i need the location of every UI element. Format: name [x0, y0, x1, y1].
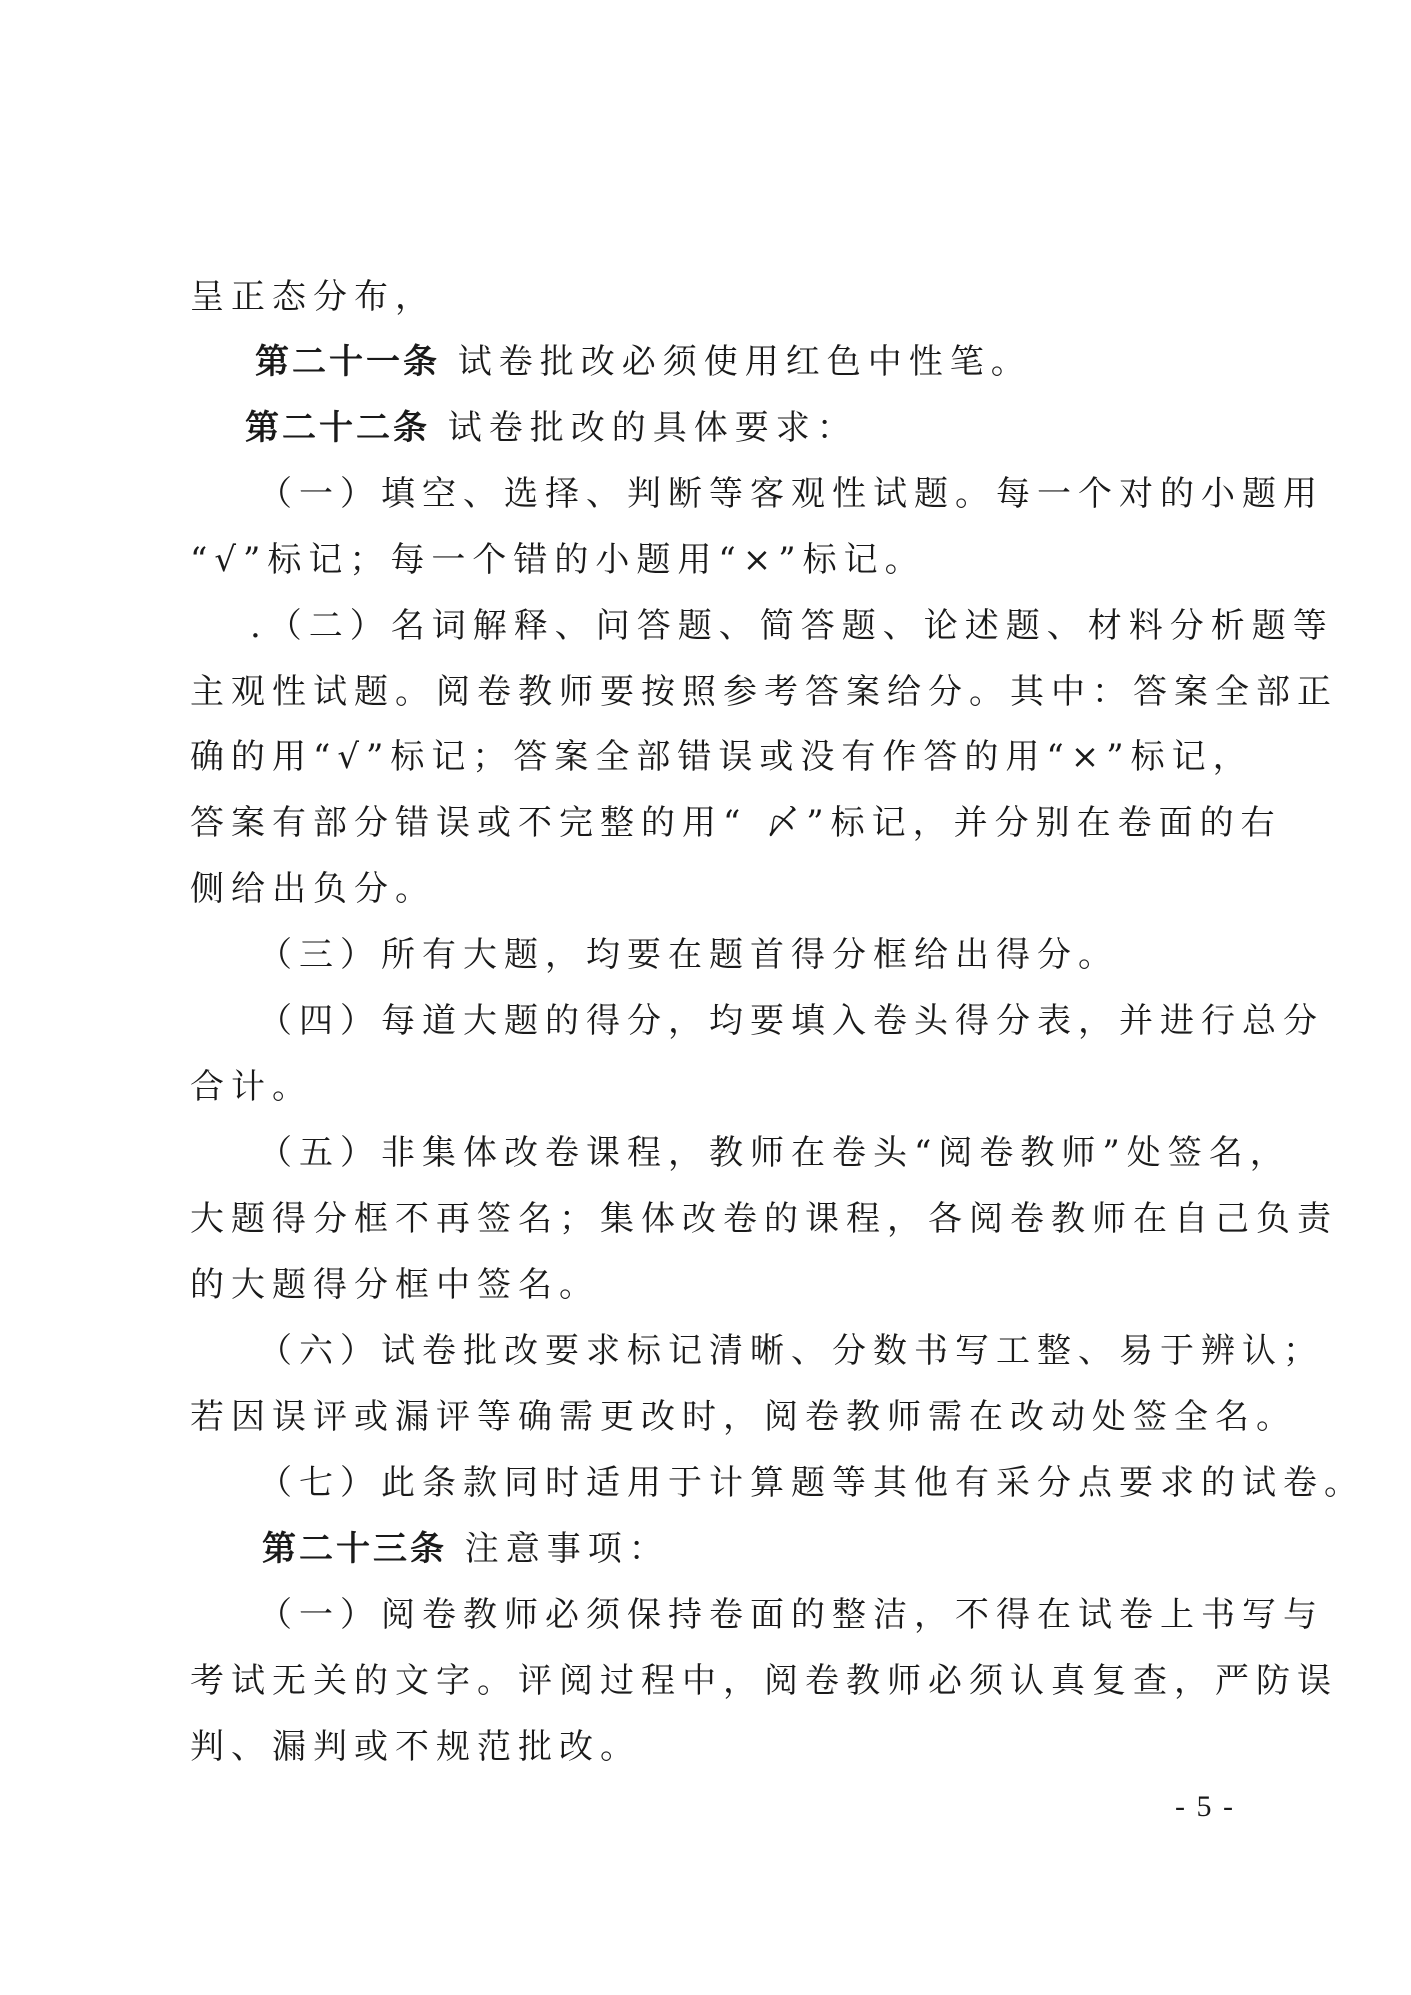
text-line [190, 262, 436, 332]
line-text: 判、漏判或不规范批改。 [190, 1727, 641, 1767]
text-line [190, 1712, 641, 1782]
text-line [190, 722, 1254, 792]
article-heading: 第二十三条 [262, 1529, 447, 1569]
text-line [190, 1184, 1338, 1254]
line-text: 考试无关的文字。评阅过程中，阅卷教师必须认真复查，严防误 [190, 1661, 1338, 1701]
line-text: .（二）名词解释、问答题、简答题、论述题、材料分析题等 [250, 606, 1334, 646]
text-line [250, 591, 1334, 661]
text-line [258, 986, 1324, 1056]
text-line [258, 1448, 1365, 1518]
line-text: （四）每道大题的得分，均要填入卷头得分表，并进行总分 [258, 1001, 1324, 1041]
line-text: （一）阅卷教师必须保持卷面的整洁，不得在试卷上书写与 [258, 1595, 1324, 1635]
line-text: 注意事项： [447, 1529, 670, 1569]
line-text: 呈正态分布， [190, 277, 436, 317]
text-line [258, 1580, 1324, 1650]
text-line [190, 1646, 1338, 1716]
line-text: （七）此条款同时适用于计算题等其他有采分点要求的试卷。 [258, 1463, 1365, 1503]
text-line [190, 1052, 313, 1122]
line-text: （一）填空、选择、判断等客观性试题。每一个对的小题用 [258, 474, 1324, 514]
line-text: （三）所有大题，均要在题首得分框给出得分。 [258, 935, 1119, 975]
text-line [258, 1118, 1291, 1188]
text-line [190, 854, 436, 924]
article-heading: 第二十一条 [255, 342, 440, 382]
line-text: 答案有部分错误或不完整的用“ 〆”标记，并分别在卷面的右 [190, 803, 1282, 843]
line-text: （五）非集体改卷课程，教师在卷头“阅卷教师”处签名， [258, 1133, 1291, 1173]
line-text: 主观性试题。阅卷教师要按照参考答案给分。其中：答案全部正 [190, 672, 1338, 712]
line-text: 大题得分框不再签名；集体改卷的课程，各阅卷教师在自己负责 [190, 1199, 1338, 1239]
line-text: “√”标记；每一个错的小题用“×”标记。 [190, 540, 926, 580]
line-text: 若因误评或漏评等确需更改时，阅卷教师需在改动处签全名。 [190, 1397, 1297, 1437]
text-line [190, 788, 1282, 858]
line-text: 侧给出负分。 [190, 869, 436, 909]
text-line [190, 1382, 1297, 1452]
text-line [190, 1250, 600, 1320]
text-line [258, 920, 1119, 990]
text-line [190, 657, 1338, 727]
article-heading: 第二十二条 [245, 408, 430, 448]
text-line [258, 1316, 1324, 1386]
line-text: 试卷批改的具体要求： [430, 408, 858, 448]
line-text: 合计。 [190, 1067, 313, 1107]
page-number: - 5 - [1175, 1790, 1235, 1823]
line-text: 确的用“√”标记；答案全部错误或没有作答的用“×”标记， [190, 737, 1254, 777]
line-text: （六）试卷批改要求标记清晰、分数书写工整、易于辨认； [258, 1331, 1324, 1371]
line-text: 的大题得分框中签名。 [190, 1265, 600, 1305]
article-23-line [262, 1514, 670, 1584]
text-line [190, 525, 926, 595]
line-text: 试卷批改必须使用红色中性笔。 [440, 342, 1032, 382]
article-21-line [255, 327, 1032, 397]
text-line [258, 459, 1324, 529]
article-22-line [245, 393, 858, 463]
